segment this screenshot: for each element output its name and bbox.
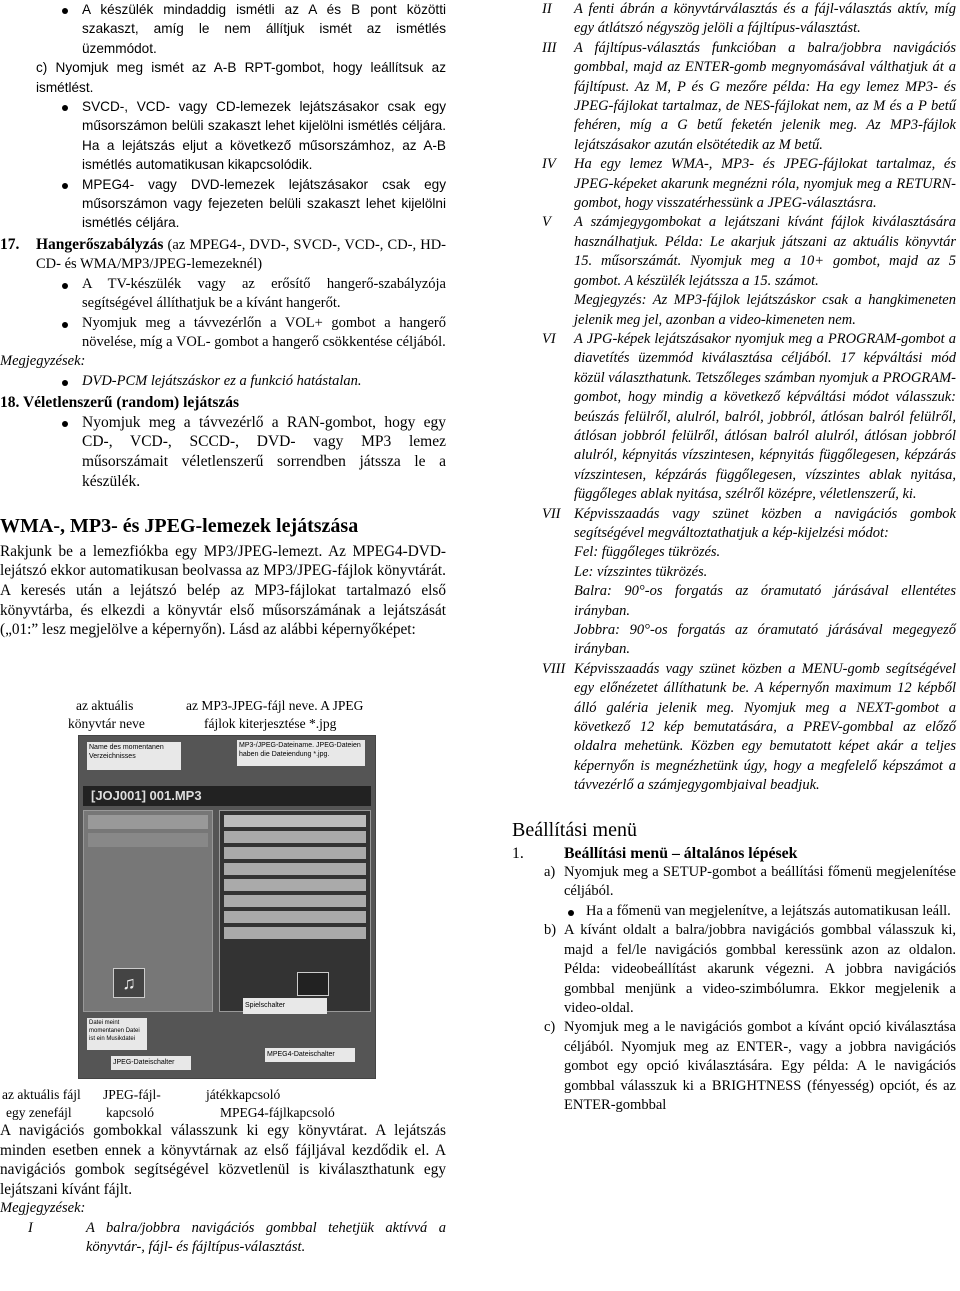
heading-17-title: Hangerőszabályzás xyxy=(36,235,164,253)
bullet-tv-volume: A TV-készülék vagy az erősítő hangerő-szabályzója segítségével állíthatjuk be a kívánt hangerőt. xyxy=(58,275,446,314)
setup-heading-1-number: 1. xyxy=(512,844,524,862)
label-current-dir-de: Name des momentanen Verzeichnisses xyxy=(87,742,181,770)
screenshot-mp3-browser xyxy=(78,735,376,1079)
caption-jpeg-switch-1: JPEG-fájl- xyxy=(103,1087,161,1102)
label-mpeg4-switch-de: MPEG4-Dateischalter xyxy=(265,1048,355,1062)
label-file-name-de: MP3-/JPEG-Dateiname. JPEG-Dateien haben die Dateiendung *.jpg. xyxy=(237,740,365,766)
heading-17-number: 17. xyxy=(0,235,20,253)
heading-17 xyxy=(0,235,446,275)
caption-current-file-1: az aktuális fájl xyxy=(2,1087,81,1102)
setup-step-a-bullet: Ha a főmenü van megjelenítve, a lejátszás automatikusan leáll. xyxy=(512,902,956,921)
caption-file-name-1: az MP3-JPEG-fájl neve. A JPEG xyxy=(186,698,364,713)
left-column xyxy=(0,0,446,640)
setup-step-a-label: a) xyxy=(544,864,556,881)
caption-jpeg-switch-2: kapcsoló xyxy=(106,1105,154,1120)
step-c: c) Nyomjuk meg ismét az A-B RPT-gombot, hogy leállítsuk az ismétlést. xyxy=(36,60,446,95)
notes-label-2: Megjegyzések: xyxy=(0,1200,86,1217)
note-viii-text: Képvisszaadás vagy szünet közben a MENU-gomb segítségével egy előnézetet állíthatunk be. A képernyőn maximum 12 képből álló galéria jelenik meg. Nyomjuk meg a NEXT-gombot a következő 12 kép bemutatására, a PREV-gombbal az előző oldalra mehetünk. Közben egy bemutatott képet akár a teljes képernyőn is megnézhetünk úgy, hogy a megfelelő képszámot a távvezérlő a számjegygombjaival beadjuk. xyxy=(574,660,956,794)
heading-17-scope: (az MPEG4-, DVD-, SVCD-, VCD-, CD-, HD-CD- és WMA/MP3/JPEG-lemezeknél) xyxy=(36,236,446,273)
caption-current-file-2: egy zenefájl xyxy=(6,1105,72,1120)
caption-play-switch: játékkapcsoló xyxy=(206,1087,281,1102)
note-vi xyxy=(512,330,956,505)
note-viii-label: VIII xyxy=(542,660,566,677)
caption-current-dir-2: könyvtár neve xyxy=(68,716,145,731)
note-viii xyxy=(512,660,956,796)
note-vi-label: VI xyxy=(542,330,556,347)
caption-file-name-2: fájlok kiterjesztése *.jpg xyxy=(204,716,337,731)
file-list-panel xyxy=(219,810,371,1012)
bullet-random: Nyomjuk meg a távvezérlő a RAN-gombot, hogy egy CD-, VCD-, SCCD-, DVD- vagy MP3 lemez műsorszámait véletlenszerű sorrendben játssza le a készülék. xyxy=(58,413,446,492)
bullet-dvd-pcm: DVD-PCM lejátszáskor ez a funkció hatástalan. xyxy=(58,372,446,391)
note-vii-text: Képvisszaadás vagy szünet közben a navigációs gombok segítségével megváltoztathatjuk a kép-kijelzési módot: xyxy=(574,505,956,541)
setup-step-b-label: b) xyxy=(544,922,557,939)
note-ii-text: A fenti ábrán a könyvtárválasztás és a fájl-választás aktív, míg egy átlátszó négyszög jelöli a fájltípus-választást. xyxy=(574,1,956,37)
note-v-remark: Megjegyzés: Az MP3-fájlok lejátszáskor csak a hangkimeneten jelenik meg jel, azonban a video-kimeneten nem. xyxy=(574,292,956,328)
heading-18: 18. Véletlenszerű (random) lejátszás xyxy=(0,394,240,412)
setup-step-c-text: Nyomjuk meg a le navigációs gombot a kívánt opció kiválasztása céljából. Nyomjuk meg az ENTER-, vagy a jobbra navigációs gombot egy opció kiválasztására. Egy példa: A le navigációs gombbal válasszuk ki a BRIGHTNESS (fényesség) opciót, és az ENTER-gombbal xyxy=(564,1019,956,1113)
bullet-mpeg4: MPEG4- vagy DVD-lemezek lejátszásakor csak egy műsorszámon vagy fejezeten belüli szakaszt lehet kijelölni ismétlés céljára. xyxy=(58,175,446,233)
note-i-text: A balra/jobbra navigációs gombbal tehetjük aktívvá a könyvtár-, fájl- és fájltípus-választást. xyxy=(86,1219,446,1256)
setup-step-c-label: c) xyxy=(544,1019,556,1036)
label-current-file-de: Datei meint momentanen Datei ist ein Musikdatei xyxy=(87,1018,147,1050)
setup-step-c xyxy=(512,1018,956,1115)
current-path-bar: [JOJ001] 001.MP3 xyxy=(83,786,371,806)
caption-current-dir-1: az aktuális xyxy=(76,698,134,713)
section-title-wma: WMA-, MP3- és JPEG-lemezek lejátszása xyxy=(0,514,359,537)
note-vii-right: Jobbra: 90°-os forgatás az óramutató járásával megegyező irányban. xyxy=(574,622,956,658)
notes-label-1: Megjegyzések: xyxy=(0,353,86,370)
note-ii-label: II xyxy=(542,1,552,17)
note-vii-label: VII xyxy=(542,505,561,522)
note-v xyxy=(512,213,956,291)
note-i xyxy=(0,1219,446,1258)
setup-step-a-text: Nyomjuk meg a SETUP-gombot a beállítási főmenü megjelenítése céljából. xyxy=(564,864,956,900)
caption-mpeg4-switch: MPEG4-fájlkapcsoló xyxy=(220,1105,335,1120)
setup-heading-1 xyxy=(512,844,956,863)
note-vi-text: A JPG-képek lejátszásakor nyomjuk meg a PROGRAM-gombot a diavetítés üzemmód kiválasztása céljából. 17 képváltási mód közül választhatunk. Tetszőleges számban nyomjuk a PROGRAM-gombot, hogy mindig a következő képváltási módot válasszuk: beúszás felülről, alulról, balról, jobbról, átlósan balról felülről, átlósan jobbról felülről, átlósan balról alulról, átlósan jobbról alulról, képnyitás vízszintesen, képnyitás függőlegesen, képzárás vízszintesen, képzárás függőlegesen, vízszintes ablak nyitása, függőleges ablak nyitása, szélről középre, véletlenszerű, ki. xyxy=(574,330,956,503)
folder-list-panel xyxy=(83,810,213,1012)
setup-step-a xyxy=(512,863,956,902)
setup-step-b-text: A kívánt oldalt a balra/jobbra navigációs gombbal válasszuk ki, majd a fel/le navigációs gombbal keressünk azon az oldalon. Példa: videobeállítást akarunk végezni. A jobbra navigációs gombbal menjünk a video-szimbólumra. Ekkor megjelenik a video-oldal. xyxy=(564,922,956,1016)
label-jpeg-switch-de: JPEG-Dateischalter xyxy=(111,1056,191,1070)
note-ii xyxy=(512,0,956,39)
film-icon xyxy=(297,972,329,996)
setup-step-b xyxy=(512,921,956,1018)
music-note-icon: ♫ xyxy=(113,968,145,998)
note-iii xyxy=(512,39,956,155)
note-vii-down: Le: vízszintes tükrözés. xyxy=(574,563,708,580)
bullet-repeat-ab: A készülék mindaddig ismétli az A és B pont közötti szakaszt, amíg le nem állítjuk ismét az ismétlés üzemmódot. xyxy=(58,0,446,58)
note-iv xyxy=(512,155,956,213)
label-play-switch-de: Spielschalter xyxy=(243,998,327,1014)
note-vii-left: Balra: 90°-os forgatás az óramutató járásával ellentétes irányban. xyxy=(574,583,956,619)
note-i-label: I xyxy=(28,1219,33,1236)
note-vii xyxy=(512,505,956,544)
note-iv-text: Ha egy lemez WMA-, MP3- és JPEG-fájlokat tartalmaz, és JPEG-képeket akarunk megnézni róla, nyomjuk meg a RETURN-gombot, hogy visszatérhessünk a JPEG-választásra. xyxy=(574,156,956,212)
note-v-label: V xyxy=(542,214,551,231)
bullet-vol-buttons: Nyomjuk meg a távvezérlőn a VOL+ gombot a hangerő növelése, míg a VOL- gombot a hangerő csökkentése céljából. xyxy=(58,314,446,353)
note-v-text: A számjegygombokat a lejátszani kívánt fájlok kiválasztására használhatjuk. Példa: Le akarjuk játszani az aktuális könyvtár 15. műsorszámát. Nyomjuk meg a 10+ gombot, majd az 5 gombot. A készülék lejátssza a 15. számot. xyxy=(574,214,956,289)
note-iii-text: A fájltípus-választás funkcióban a balra/jobbra navigációs gombbal, majd az ENTER-gomb megnyomásával válthatjuk át a fájltípust. Az M, P és G mezőre példa: Ha egy lemez MP3- és JPEG-fájlokat tartalmaz, de NES-fájlokat nem, az M és a P betű fehéren, míg a G betű feketén jelenik meg. Az MP3-fájlok lejátszásakor azután elsötétedik az M betű. xyxy=(574,39,956,153)
bullet-svcd: SVCD-, VCD- vagy CD-lemezek lejátszásakor csak egy műsorszámon belüli szakaszt lehet kijelölni ismétlés céljára. Ha a lejátszás eljut a következő műsorszámhoz, az A-B ismétlés automatikusan kikapcsolódik. xyxy=(58,97,446,175)
setup-heading-1-text: Beállítási menü – általános lépések xyxy=(564,844,798,862)
note-iv-label: IV xyxy=(542,156,556,173)
note-iii-label: III xyxy=(542,39,557,56)
para-mp3-intro: Rakjunk be a lemezfiókba egy MP3/JPEG-lemezt. Az MPEG4-DVD-lejátszó ekkor automatikusan beolvassa az MP3/JPEG-fájlok könyvtárát. A keresés után a lejátszó belép az MP3-fájlokat tartalmazó első könyvtárba, és elkezdi a könyvtár első műsorszámának a lejátszását („01:” lesz megjelölve a képernyőn). Lásd az alábbi képernyőképet: xyxy=(0,542,446,639)
section-title-setup: Beállítási menü xyxy=(512,818,637,841)
right-column xyxy=(512,0,956,1115)
para-navigation: A navigációs gombokkal válasszunk ki egy könyvtárat. A lejátszás minden esetben ennek a könyvtárnak az első fájljával kezdődik el. A navigációs gombok segítségével közvetlenül is kiválaszthatunk egy lejátszani kívánt fájlt. xyxy=(0,1122,446,1198)
note-vii-up: Fel: függőleges tükrözés. xyxy=(574,544,721,561)
left-column-bottom xyxy=(0,1121,446,1258)
